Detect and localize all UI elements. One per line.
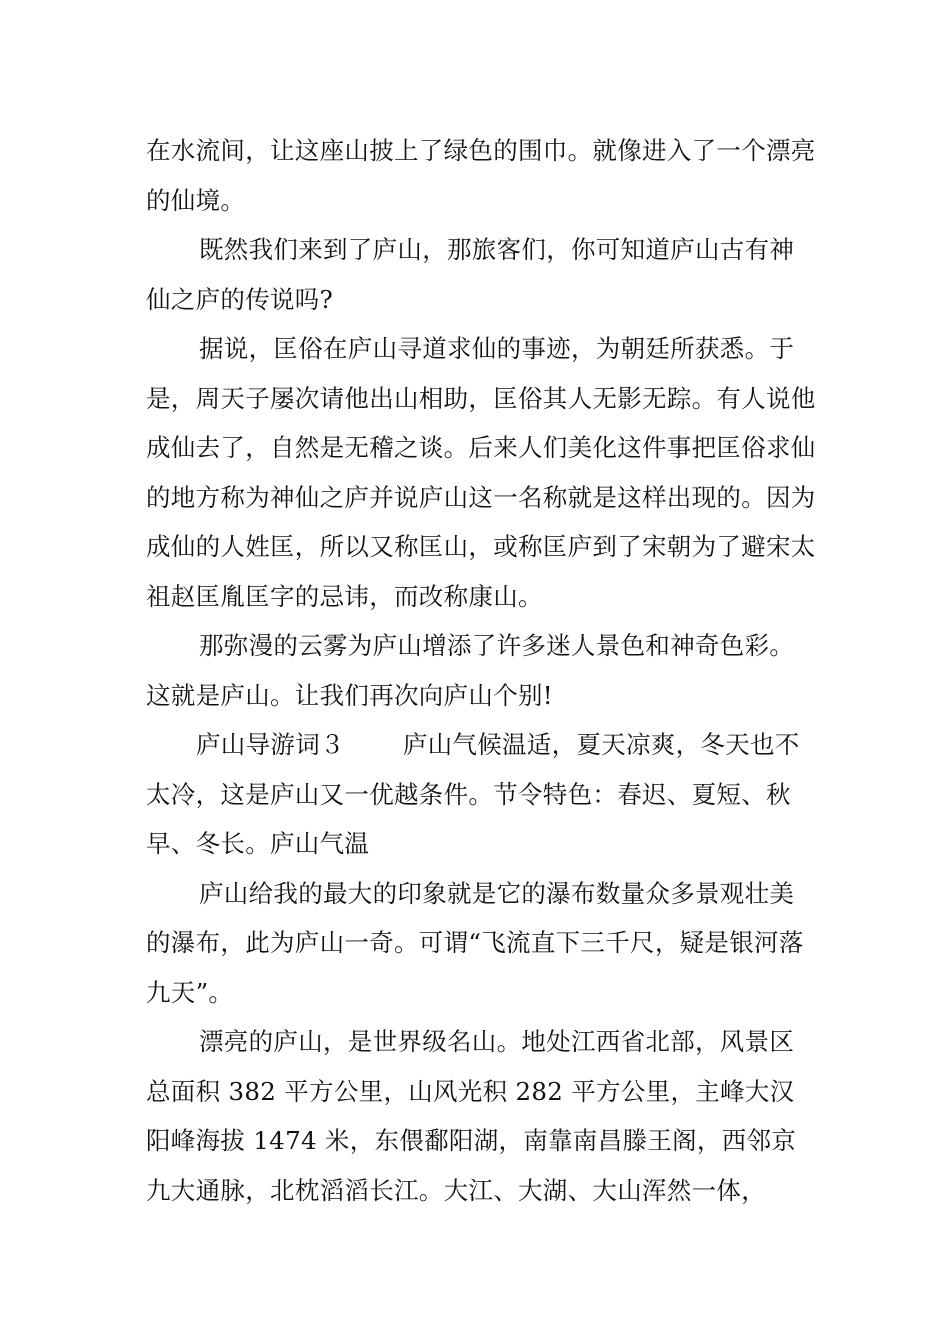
paragraph-5 [146, 720, 816, 869]
paragraph-text: 在水流间，让这座山披上了绿色的围巾。就像进入了一个漂亮的仙境。 [146, 136, 816, 215]
paragraph-7 [146, 1017, 816, 1215]
paragraph-1 [146, 126, 816, 225]
paragraph-text: 既然我们来到了庐山，那旅客们，你可知道庐山古有神仙之庐的传说吗? [146, 235, 795, 314]
paragraph-6 [146, 869, 816, 1018]
paragraph-2 [146, 225, 816, 324]
section-heading: 庐山导游词３ [196, 730, 345, 759]
paragraph-3 [146, 324, 816, 621]
paragraph-4 [146, 621, 816, 720]
paragraph-text: 庐山气候温适，夏天凉爽，冬天也不太冷，这是庐山又一优越条件。节令特色：春迟、夏短、秋早、冬长。庐山气温 [146, 730, 800, 858]
paragraph-text: 据说，匡俗在庐山寻道求仙的事迹，为朝廷所获悉。于是，周天子屡次请他出山相助，匡俗其人无影无踪。有人说他成仙去了，自然是无稽之谈。后来人们美化这件事把匡俗求仙的地方称为神仙之庐并说庐山这一名称就是这样出现的。因为成仙的人姓匡，所以又称匡山，或称匡庐到了宋朝为了避宋太祖赵匡胤匡字的忌讳，而改称康山。 [146, 334, 816, 611]
paragraph-text: 漂亮的庐山，是世界级名山。地处江西省北部，风景区总面积 382 平方公里，山风光积 282 平方公里，主峰大汉阳峰海拔 1474 米，东偎鄱阳湖，南靠南昌滕王阁，西邻京九大通脉，北枕滔滔长江。大江、大湖、大山浑然一体， [146, 1027, 797, 1205]
paragraph-text: 庐山给我的最大的印象就是它的瀑布数量众多景观壮美的瀑布，此为庐山一奇。可谓“飞流直下三千尺，疑是银河落九天”。 [146, 878, 804, 1007]
paragraph-text: 那弥漫的云雾为庐山增添了许多迷人景色和神奇色彩。这就是庐山。让我们再次向庐山个别! [146, 631, 795, 710]
document-body [146, 126, 816, 1215]
